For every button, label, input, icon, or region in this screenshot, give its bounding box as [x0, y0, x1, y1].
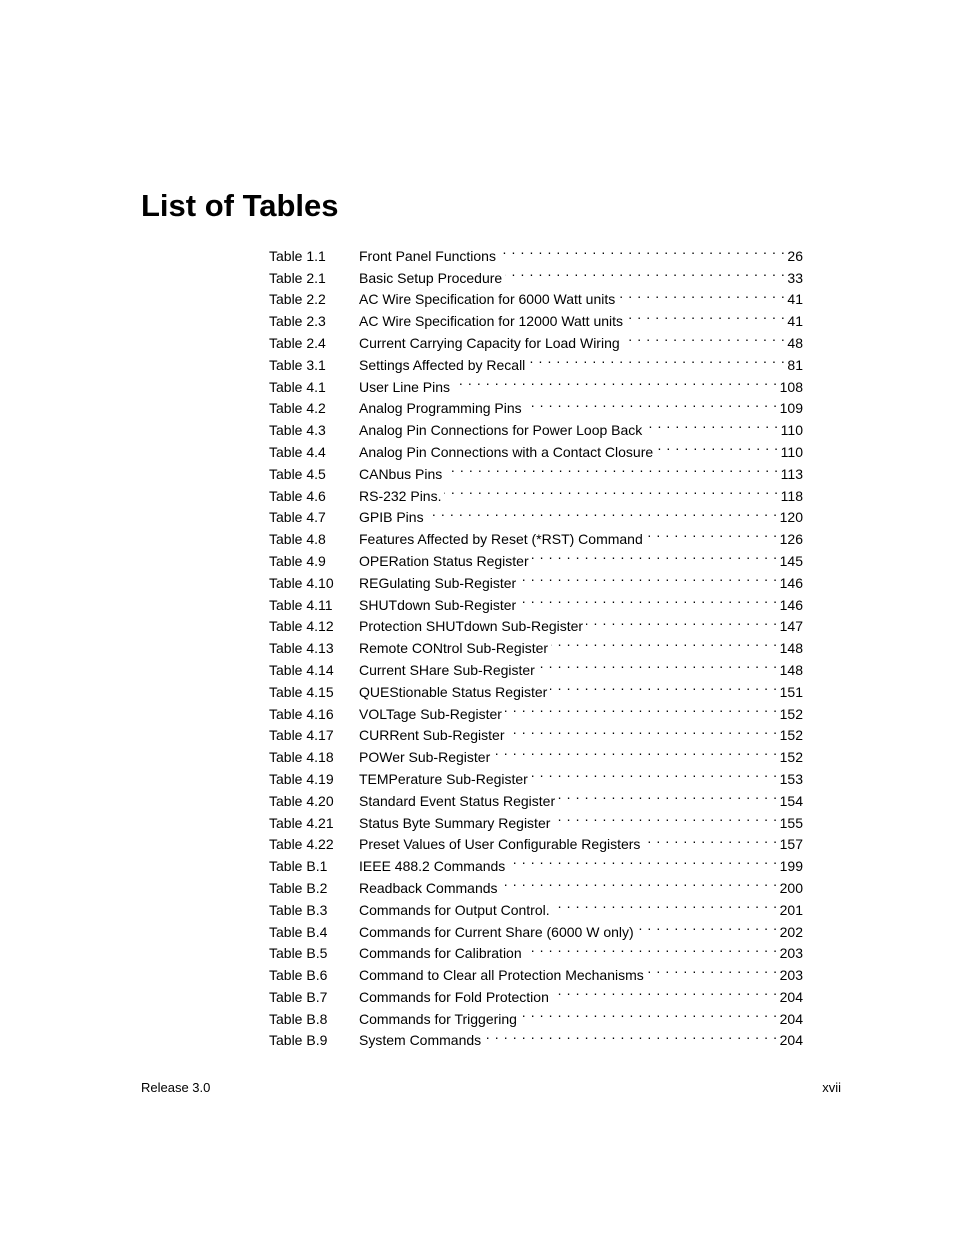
toc-dot-leader — [553, 893, 778, 915]
toc-entry-number: Table 4.11 — [269, 596, 333, 613]
toc-entry-page: 203 — [779, 945, 803, 962]
toc-entry-title: Readback Commands — [359, 879, 498, 896]
toc-entry-page: 147 — [779, 618, 803, 635]
toc-entry-page: 148 — [779, 640, 803, 657]
toc-entry-title: AC Wire Specification for 6000 Watt units — [359, 291, 616, 308]
toc-entry-number: Table 4.19 — [269, 770, 334, 787]
toc-dot-leader — [531, 762, 778, 784]
toc-entry-number: Table B.6 — [269, 967, 328, 984]
toc-entry-page: 199 — [779, 858, 803, 875]
toc-entry-number: Table 4.17 — [269, 727, 334, 744]
toc-dot-leader — [623, 326, 786, 348]
toc-entry-number: Table B.4 — [269, 923, 328, 940]
toc-dot-leader — [519, 566, 777, 588]
toc-entry-number: Table 4.22 — [269, 836, 334, 853]
toc-entry-page: 200 — [779, 879, 803, 896]
toc-dot-leader — [538, 653, 778, 675]
toc-dot-leader — [493, 740, 777, 762]
toc-entry-page: 157 — [779, 836, 803, 853]
toc-entry-title: IEEE 488.2 Commands — [359, 858, 506, 875]
toc-entry-page: 152 — [779, 749, 803, 766]
table-of-contents-list — [269, 239, 803, 1049]
toc-dot-leader — [519, 588, 777, 610]
toc-dot-leader — [505, 697, 778, 719]
toc-entry-number: Table 4.3 — [269, 422, 326, 439]
toc-dot-leader — [445, 457, 778, 479]
toc-dot-leader — [444, 479, 778, 501]
toc-entry-title: Analog Pin Connections for Power Loop Back — [359, 422, 643, 439]
toc-entry-page: 113 — [780, 465, 803, 482]
toc-entry-title: VOLTage Sub-Register — [359, 705, 502, 722]
page-title: List of Tables — [141, 188, 339, 223]
toc-entry-page: 146 — [779, 596, 803, 613]
toc-dot-leader — [647, 958, 778, 980]
toc-entry-title: CANbus Pins — [359, 465, 443, 482]
toc-dot-leader — [586, 610, 778, 632]
toc-entry-title: Protection SHUTdown Sub-Register — [359, 618, 584, 635]
toc-dot-leader — [499, 239, 785, 261]
toc-entry-page: 33 — [787, 269, 803, 286]
toc-dot-leader — [618, 283, 785, 305]
toc-entry-title: AC Wire Specification for 12000 Watt units — [359, 313, 624, 330]
toc-entry-title: Commands for Fold Protection — [359, 988, 549, 1005]
toc-entry-title: Commands for Triggering — [359, 1010, 517, 1027]
toc-entry-title: Settings Affected by Recall — [359, 356, 526, 373]
toc-entry-number: Table 4.21 — [269, 814, 334, 831]
toc-dot-leader — [626, 304, 785, 326]
toc-entry-number: Table B.2 — [269, 879, 328, 896]
toc-entry-title: Status Byte Summary Register — [359, 814, 551, 831]
toc-entry-page: 26 — [787, 247, 803, 264]
toc-dot-leader — [558, 784, 778, 806]
toc-entry-page: 152 — [779, 705, 803, 722]
toc-entry-title: Current SHare Sub-Register — [359, 661, 535, 678]
toc-entry-title: POWer Sub-Register — [359, 749, 491, 766]
toc-entry-number: Table 4.15 — [269, 683, 334, 700]
toc-entry-title: Commands for Current Share (6000 W only) — [359, 923, 634, 940]
toc-entry-title: TEMPerature Sub-Register — [359, 770, 528, 787]
toc-dot-leader — [501, 871, 778, 893]
toc-entry-number: Table B.1 — [269, 858, 328, 875]
toc-dot-leader — [656, 435, 779, 457]
toc-entry-page: 148 — [779, 661, 803, 678]
toc-entry-number: Table 2.2 — [269, 291, 326, 308]
toc-entry-page: 126 — [779, 531, 803, 548]
toc-entry-title: Features Affected by Reset (*RST) Command — [359, 531, 643, 548]
toc-entry-number: Table 2.3 — [269, 313, 326, 330]
toc-entry-number: Table 4.10 — [269, 574, 334, 591]
toc-entry-number: Table 4.5 — [269, 465, 326, 482]
toc-entry-page: 204 — [779, 988, 803, 1005]
toc-dot-leader — [645, 413, 778, 435]
toc-entry-number: Table 4.6 — [269, 487, 326, 504]
toc-dot-leader — [508, 849, 777, 871]
toc-entry-page: 153 — [779, 770, 803, 787]
toc-dot-leader — [427, 501, 778, 523]
toc-entry-number: Table 4.7 — [269, 509, 326, 526]
toc-entry-page: 155 — [779, 814, 803, 831]
toc-entry-page: 110 — [780, 422, 803, 439]
toc-entry-page: 204 — [779, 1032, 803, 1049]
toc-entry-number: Table 3.1 — [269, 356, 326, 373]
toc-entry-page: 145 — [779, 552, 803, 569]
toc-entry-number: Table B.3 — [269, 901, 328, 918]
toc-dot-leader — [453, 370, 778, 392]
toc-dot-leader — [520, 1002, 778, 1024]
toc-entry-page: 120 — [779, 509, 803, 526]
toc-entry-title: REGulating Sub-Register — [359, 574, 517, 591]
toc-dot-leader — [508, 719, 778, 741]
toc-entry-number: Table 4.2 — [269, 400, 326, 417]
toc-entry-page: 41 — [787, 313, 803, 330]
toc-dot-leader — [553, 806, 777, 828]
toc-entry-title: Analog Programming Pins — [359, 400, 522, 417]
toc-entry-page: 41 — [787, 291, 803, 308]
toc-entry-title: QUEStionable Status Register — [359, 683, 548, 700]
toc-entry-number: Table 4.20 — [269, 792, 334, 809]
toc-entry-title: Basic Setup Procedure — [359, 269, 503, 286]
toc-entry-number: Table 4.13 — [269, 640, 334, 657]
toc-dot-leader — [525, 392, 778, 414]
toc-dot-leader — [643, 828, 777, 850]
toc-entry-title: Standard Event Status Register — [359, 792, 556, 809]
toc-entry-title: System Commands — [359, 1032, 482, 1049]
toc-entry-page: 201 — [779, 901, 803, 918]
toc-entry-page: 108 — [779, 378, 803, 395]
toc-dot-leader — [646, 522, 778, 544]
toc-entry[interactable] — [269, 239, 803, 264]
toc-entry-page: 152 — [779, 727, 803, 744]
footer-release: Release 3.0 — [141, 1080, 211, 1095]
toc-entry-number: Table 4.12 — [269, 618, 334, 635]
toc-entry-number: Table 4.8 — [269, 531, 326, 548]
toc-entry-title: Remote CONtrol Sub-Register — [359, 640, 549, 657]
toc-dot-leader — [505, 261, 785, 283]
toc-entry-page: 81 — [787, 356, 803, 373]
toc-entry-number: Table 4.18 — [269, 749, 334, 766]
toc-entry-number: Table B.9 — [269, 1032, 328, 1049]
toc-entry-title: Front Panel Functions — [359, 247, 496, 264]
toc-entry-number: Table 4.14 — [269, 661, 334, 678]
toc-entry-page: 146 — [779, 574, 803, 591]
toc-entry-title: SHUTdown Sub-Register — [359, 596, 517, 613]
toc-entry-page: 202 — [779, 923, 803, 940]
toc-entry-number: Table 2.4 — [269, 334, 326, 351]
footer-page-number: xvii — [822, 1080, 841, 1095]
toc-entry-number: Table B.7 — [269, 988, 328, 1005]
toc-entry-number: Table 4.1 — [269, 378, 326, 395]
toc-entry-title: OPERation Status Register — [359, 552, 529, 569]
toc-entry-title: Commands for Output Control. — [359, 901, 550, 918]
toc-entry-page: 118 — [780, 487, 803, 504]
toc-dot-leader — [551, 631, 778, 653]
toc-entry-title: RS-232 Pins. — [359, 487, 442, 504]
toc-entry-page: 204 — [779, 1010, 803, 1027]
toc-dot-leader — [552, 980, 778, 1002]
toc-entry-number: Table B.5 — [269, 945, 328, 962]
toc-dot-leader — [525, 937, 778, 959]
toc-dot-leader — [532, 544, 778, 566]
toc-entry-number: Table B.8 — [269, 1010, 328, 1027]
toc-entry-title: Analog Pin Connections with a Contact Closure — [359, 443, 654, 460]
toc-entry-page: 151 — [779, 683, 803, 700]
toc-entry-page: 154 — [779, 792, 803, 809]
toc-entry-title: Preset Values of User Configurable Registers — [359, 836, 641, 853]
toc-entry-page: 203 — [779, 967, 803, 984]
toc-entry-number: Table 4.9 — [269, 552, 326, 569]
toc-entry-page: 110 — [780, 443, 803, 460]
toc-entry-page: 109 — [779, 400, 803, 417]
toc-entry-title: User Line Pins — [359, 378, 451, 395]
toc-entry-title: CURRent Sub-Register — [359, 727, 505, 744]
toc-dot-leader — [484, 1024, 777, 1046]
toc-entry-page: 48 — [787, 334, 803, 351]
toc-entry-title: Command to Clear all Protection Mechanisms — [359, 967, 644, 984]
toc-entry-number: Table 4.16 — [269, 705, 334, 722]
toc-dot-leader — [637, 915, 778, 937]
toc-entry-number: Table 4.4 — [269, 443, 326, 460]
toc-dot-leader — [528, 348, 785, 370]
toc-entry-title: Commands for Calibration — [359, 945, 522, 962]
toc-dot-leader — [550, 675, 777, 697]
toc-entry-title: GPIB Pins — [359, 509, 424, 526]
toc-entry-number: Table 2.1 — [269, 269, 326, 286]
toc-entry-number: Table 1.1 — [269, 247, 326, 264]
toc-entry-title: Current Carrying Capacity for Load Wiring — [359, 334, 620, 351]
